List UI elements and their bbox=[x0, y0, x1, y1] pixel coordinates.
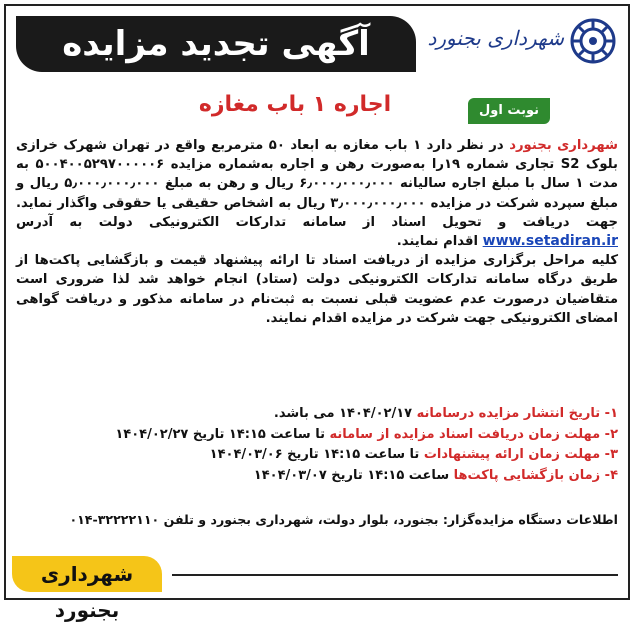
schedule-detail: ۱۴۰۴/۰۲/۱۷ می باشد. bbox=[273, 406, 413, 421]
schedule-label: ۴- زمان بازگشایی پاکت‌ها bbox=[453, 467, 618, 483]
footer-label: شهرداری بجنورد bbox=[12, 556, 162, 592]
notice-header bbox=[10, 10, 624, 74]
body-paragraph-1-end: اقدام نمایند. bbox=[396, 234, 479, 250]
schedule-label: ۲- مهلت زمان دریافت اسناد مزایده از سامانه bbox=[329, 426, 618, 442]
schedule-item bbox=[16, 425, 618, 446]
municipality-logo bbox=[411, 12, 616, 72]
website-link[interactable]: www.setadiran.ir bbox=[482, 233, 618, 250]
logo-text: شهرداری بجنورد bbox=[427, 26, 564, 50]
schedule-detail: تا ساعت ۱۴:۱۵ تاریخ ۱۴۰۴/۰۳/۰۶ bbox=[209, 447, 420, 462]
footer-divider bbox=[172, 574, 618, 576]
notice-subtitle: اجاره ۱ باب مغازه bbox=[198, 92, 392, 117]
schedule-detail: تا ساعت ۱۴:۱۵ تاریخ ۱۴۰۴/۰۲/۲۷ bbox=[115, 426, 325, 442]
emblem-icon bbox=[570, 18, 616, 64]
round-badge: نوبت اول bbox=[468, 98, 550, 124]
notice-body bbox=[16, 136, 618, 328]
schedule-detail: ساعت ۱۴:۱۵ تاریخ ۱۴۰۴/۰۳/۰۷ bbox=[253, 467, 450, 483]
body-paragraph-2: کلیه مراحل برگزاری مزایده از دریافت اسناد تا ارائه پیشنهاد قیمت و بازگشایی پاکت‌ها از طریق درگاه سامانه تدارکات الکترونیکی دولت (ستاد) انجام خواهد شد لذا ضروری است متقاضیان درصورت عدم عضویت قبلی نسبت به ثبت‌نام در سامانه مذکور و دریافت گواهی امضای الکترونیکی جهت شرکت در مزایده اقدام نمایند. bbox=[16, 253, 618, 326]
schedule-label: ۱- تاریخ انتشار مزایده درسامانه bbox=[416, 406, 618, 421]
schedule-item bbox=[16, 445, 618, 466]
schedule-item bbox=[16, 466, 618, 487]
schedule-list bbox=[16, 404, 618, 486]
schedule-label: ۳- مهلت زمان ارائه پیشنهادات bbox=[423, 447, 618, 462]
notice-title: آگهی تجدید مزایده bbox=[16, 16, 416, 72]
contact-info: اطلاعات دستگاه مزایده‌گزار: بجنورد، بلوار دولت، شهرداری بجنورد و تلفن ۳۲۲۲۲۱۱۰-۰۱۴ bbox=[69, 512, 618, 527]
schedule-item bbox=[16, 404, 618, 425]
body-lead: شهرداری بجنورد bbox=[509, 138, 619, 153]
body-paragraph-1: در نظر دارد ۱ باب مغازه به ابعاد ۵۰ مترمربع واقع در تهران شهرک خرازی بلوک S2 تجاری شماره ۱۹را به‌صورت رهن و اجاره به‌شماره مزایده ۵۰۰۴۰۰۵۲۹۷۰۰۰۰۰۶ به مدت ۱ سال با مبلغ اجاره سالیانه ۶٫۰۰۰٫۰۰۰٫۰۰۰ ریال و رهن به مبلغ ۵٫۰۰۰٫۰۰۰٫۰۰۰ ریال و مبلغ سپرده شرکت در مزایده ۳٫۰۰۰٫۰۰۰٫۰۰۰ ریال به اشخاص حقیقی یا حقوقی واگذار نماید. جهت دریافت و تحویل اسناد از سامانه تدارکات الکترونیکی دولت به آدرس bbox=[16, 138, 619, 230]
